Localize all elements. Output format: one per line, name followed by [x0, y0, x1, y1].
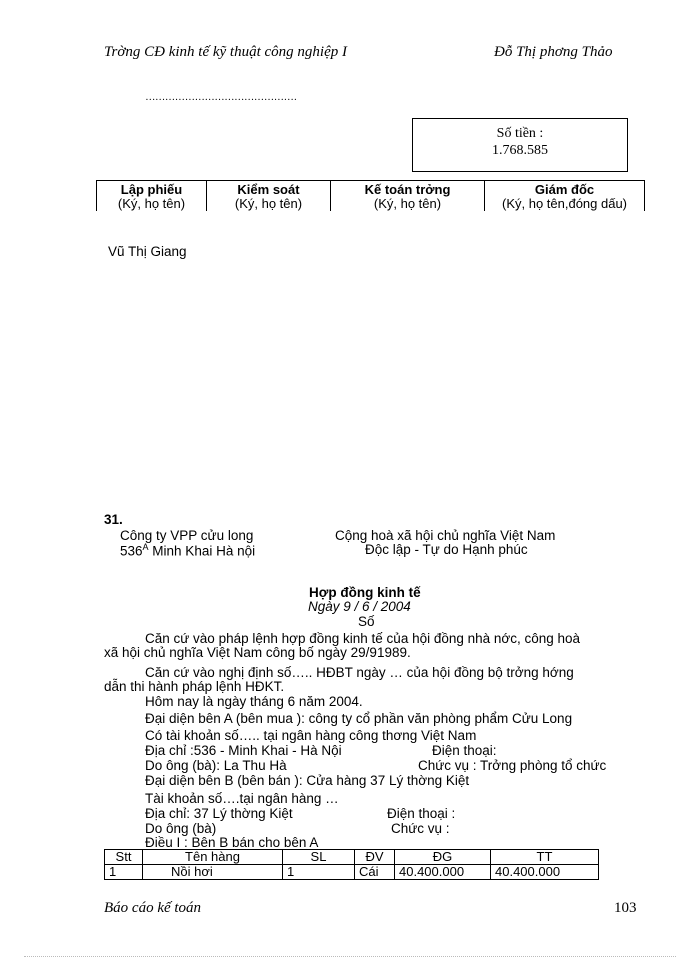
cell-unit: Cái [355, 865, 395, 880]
party-b: Đại diện bên B (bên bán ): Cửa hàng 37 Lý thờng Kiệt [145, 773, 470, 788]
basis-1-line1: Căn cứ vào pháp lệnh hợp đồng kinh tế của hội đồng nhà nớc, công hoà [145, 631, 581, 646]
amount-box [412, 118, 628, 172]
section-number: 31. [104, 512, 123, 527]
sign-title: Giám đốc [534, 182, 595, 197]
basis-2-line1: Căn cứ vào nghị định số….. HĐBT ngày … của hội đồng bộ trởng hớng [145, 665, 574, 680]
party-a-position: Chức vụ : Trởng phòng tổ chức [418, 758, 607, 773]
amount-value: 1.768.585 [492, 143, 548, 158]
amount-label: Số tiền : [496, 126, 544, 141]
footer-title: Báo cáo kế toán [104, 900, 202, 916]
col-header-unit: ĐV [355, 850, 395, 865]
party-b-position: Chức vụ : [391, 821, 450, 836]
table-row [105, 865, 599, 880]
page-number: 103 [614, 900, 637, 916]
signer-name: Vũ Thị Giang [108, 244, 187, 259]
items-header-row [105, 850, 599, 865]
col-header-price: ĐG [395, 850, 491, 865]
cell-qty: 1 [283, 865, 355, 880]
col-header-qty: SL [283, 850, 355, 865]
basis-2-line2: dẫn thi hành pháp lệnh HĐKT. [104, 679, 285, 694]
party-b-phone: Điện thoại : [387, 806, 456, 821]
sign-cell-chief-accountant [331, 181, 485, 212]
contract-date: Ngày 9 / 6 / 2004 [308, 599, 411, 614]
address-superscript: A [142, 542, 149, 552]
party-a-phone: Điện thoại: [432, 743, 497, 758]
signature-table [96, 180, 645, 211]
party-b-address: Địa chỉ: 37 Lý thờng Kiệt [145, 806, 293, 821]
article-1: Điều I : Bên B bán cho bên A [145, 835, 319, 850]
sign-cell-preparer [97, 181, 207, 212]
page-bottom-rule [24, 956, 676, 957]
party-a-account: Có tài khoản số….. tại ngân hàng công thơng Việt Nam [145, 728, 477, 743]
address-street: Minh Khai Hà nội [148, 543, 256, 559]
party-b-account: Tài khoản số….tại ngân hàng … [145, 791, 339, 806]
cell-name: Nồi hơi [143, 865, 283, 880]
cell-price: 40.400.000 [395, 865, 491, 880]
items-table [104, 849, 599, 880]
header-author: Đỗ Thị phơng Thảo [494, 44, 613, 60]
sign-title: Kiểm soát [237, 182, 300, 197]
contract-today: Hôm nay là ngày tháng 6 năm 2004. [145, 694, 363, 709]
contract-title: Hợp đồng kinh tế [309, 585, 421, 600]
col-header-stt: Stt [105, 850, 143, 865]
party-b-rep: Do ông (bà) [145, 821, 217, 836]
dotted-line: ………………………………………. [146, 92, 298, 103]
cell-stt: 1 [105, 865, 143, 880]
cell-total: 40.400.000 [491, 865, 599, 880]
sign-cell-director [485, 181, 645, 212]
party-a-rep: Do ông (bà): La Thu Hà [145, 758, 287, 773]
sign-title: Kế toán trởng [364, 182, 451, 197]
company-name: Công ty VPP cửu long [120, 528, 254, 543]
sign-sub: (Ký, họ tên,đóng dấu) [501, 196, 628, 211]
sign-sub: (Ký, họ tên) [234, 196, 303, 211]
sign-title: Lập phiếu [120, 182, 183, 197]
sign-sub: (Ký, họ tên) [117, 196, 186, 211]
company-address [120, 542, 255, 559]
motto-line1: Cộng hoà xã hội chủ nghĩa Việt Nam [335, 528, 556, 543]
motto-line2: Độc lập - Tự do Hạnh phúc [365, 542, 528, 557]
address-number: 536 [120, 543, 143, 559]
col-header-name: Tên hàng [143, 850, 283, 865]
sign-sub: (Ký, họ tên) [373, 196, 442, 211]
party-a-address: Địa chỉ :536 - Minh Khai - Hà Nội [145, 743, 342, 758]
basis-1-line2: xã hội chủ nghĩa Việt Nam công bố ngày 29/91989. [104, 645, 411, 660]
sign-cell-controller [207, 181, 331, 212]
party-a: Đại diện bên A (bên mua ): công ty cổ phần văn phòng phẩm Cửu Long [145, 711, 573, 726]
header-school: Trờng CĐ kinh tế kỹ thuật công nghiệp I [104, 44, 347, 60]
col-header-total: TT [491, 850, 599, 865]
contract-number: Số [358, 614, 375, 629]
